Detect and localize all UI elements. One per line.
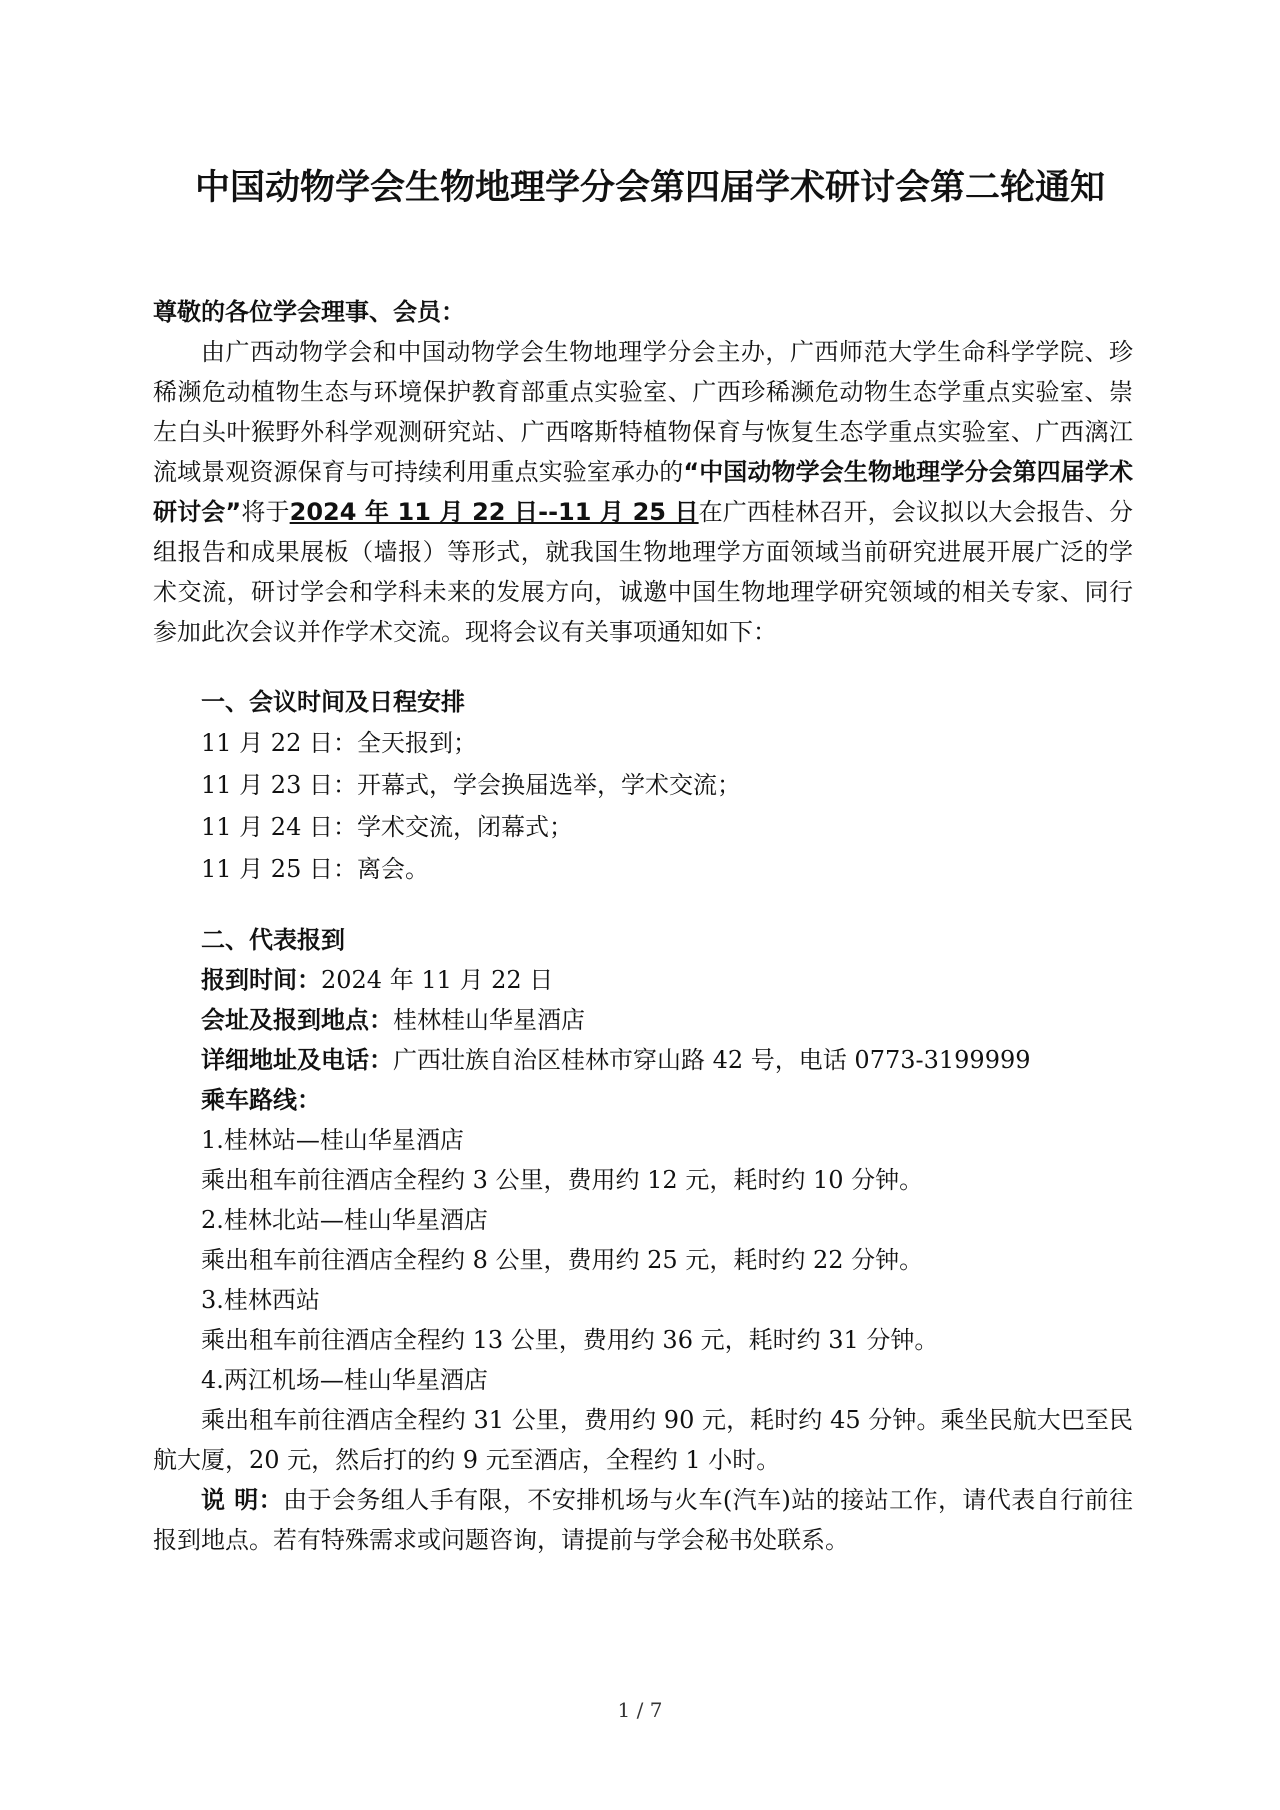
route-description: 乘出租车前往酒店全程约 31 公里，费用约 90 元，耗时约 45 分钟。乘坐民航大巴至民航大厦，20 元，然后打的约 9 元至酒店，全程约 1 小时。 [153, 1406, 1133, 1474]
intro-part1: 由广西动物学会和中国动物学会生物地理学分会主办，广西师范大学生命科学学院、珍稀濒危动植物生态与环境保护教育部重点实验室、广西珍稀濒危动物生态学重点实验室、崇左白头叶猴野外科学观测研究站、广西喀斯特植物保育与恢复生态学重点实验室、广西漓江流域景观资源保育与可持续利用重点实验室承办的 [153, 338, 1133, 486]
note-label: 说 明： [201, 1486, 284, 1514]
note-text: 由于会务组人手有限，不安排机场与火车(汽车)站的接站工作，请代表自行前往报到地点。若有特殊需求或问题咨询，请提前与学会秘书处联系。 [153, 1486, 1133, 1554]
intro-part2: 将于 [241, 498, 290, 526]
greeting: 尊敬的各位学会理事、会员： [153, 298, 465, 326]
document-body [153, 292, 1133, 1560]
route-name: 1.桂林站—桂山华星酒店 [201, 1126, 464, 1154]
conference-dates: 2024 年 11 月 22 日--11 月 25 日 [289, 498, 699, 526]
route-name: 4.两江机场—桂山华星酒店 [201, 1366, 488, 1394]
routes-label: 乘车路线： [201, 1086, 321, 1114]
schedule-item: 11 月 24 日：学术交流，闭幕式； [201, 813, 573, 841]
schedule-item: 11 月 25 日：离会。 [201, 855, 429, 883]
schedule-item: 11 月 22 日：全天报到； [201, 729, 477, 757]
document-title: 中国动物学会生物地理学分会第四届学术研讨会第二轮通知 [194, 168, 1105, 208]
registration-time [153, 960, 1133, 1000]
intro-part3: 在广西桂林召开，会议拟以大会报告、分组报告和成果展板（墙报）等形式，就我国生物地理学方面领域当前研究进展开展广泛的学术交流，研讨学会和学科未来的发展方向，诚邀中国生物地理学研究领域的相关专家、同行参加此次会议并作学术交流。现将会议有关事项通知如下： [153, 498, 1133, 646]
route-description: 乘出租车前往酒店全程约 13 公里，费用约 36 元，耗时约 31 分钟。 [201, 1326, 939, 1354]
page-number: 1 / 7 [617, 1698, 663, 1722]
address-label: 详细地址及电话： [201, 1046, 393, 1074]
schedule-item: 11 月 23 日：开幕式，学会换届选举，学术交流； [201, 771, 741, 799]
route-name: 3.桂林西站 [201, 1286, 320, 1314]
section-heading-registration: 二、代表报到 [201, 926, 345, 954]
conference-name: “中国动物学会生物地理学分会第四届学术研讨会” [153, 458, 1133, 526]
venue [153, 1000, 1133, 1040]
venue-label: 会址及报到地点： [201, 1006, 393, 1034]
venue-value: 桂林桂山华星酒店 [393, 1006, 585, 1034]
route-description: 乘出租车前往酒店全程约 3 公里，费用约 12 元，耗时约 10 分钟。 [201, 1166, 924, 1194]
section-heading-schedule: 一、会议时间及日程安排 [201, 688, 465, 716]
registration-time-label: 报到时间： [201, 966, 321, 994]
address-value: 广西壮族自治区桂林市穿山路 42 号，电话 0773-3199999 [393, 1046, 1031, 1074]
registration-time-value: 2024 年 11 月 22 日 [321, 966, 554, 994]
route-name: 2.桂林北站—桂山华星酒店 [201, 1206, 488, 1234]
intro-paragraph [153, 332, 1133, 652]
note-paragraph [153, 1480, 1133, 1560]
route-description: 乘出租车前往酒店全程约 8 公里，费用约 25 元，耗时约 22 分钟。 [201, 1246, 924, 1274]
address [153, 1040, 1133, 1080]
